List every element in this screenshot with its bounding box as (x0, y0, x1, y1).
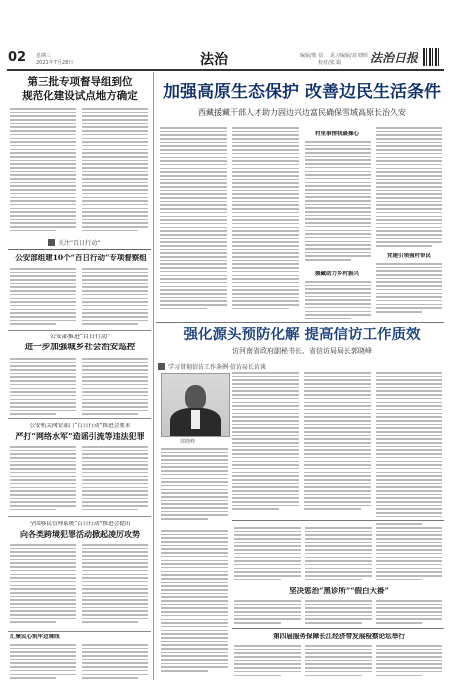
bottom-rule (232, 628, 444, 629)
main-body-col3b (305, 281, 371, 322)
proofreader-credit: 校对/张 聪 (318, 60, 342, 66)
story4-body-col2 (82, 446, 148, 512)
story3-body-col2 (82, 358, 148, 417)
qr-code-icon (423, 48, 441, 66)
second-story-bottom-rule (232, 520, 444, 521)
editor-credit: 编辑/柴 蓓 (300, 53, 324, 59)
left-rule-2 (8, 330, 151, 331)
left-rule-3 (8, 418, 151, 419)
story4-headline-line1: 公安机关网安部门“百日行动”推进会要求 (29, 423, 131, 429)
story2-body-col2 (82, 268, 148, 327)
left-section-rule (8, 249, 151, 250)
story5-body-col2 (82, 544, 148, 625)
page-number: 02 (8, 50, 27, 65)
bottom-left-body (161, 530, 228, 674)
story4-body (10, 446, 76, 512)
story5-body (10, 544, 76, 625)
story3-headline-line2: 进一步加强城乡社会治安巡控 (24, 343, 136, 352)
bottom-story2-body-a (234, 645, 301, 678)
date-weekday: 星期三 (36, 53, 52, 59)
main-subtitle-1: 村里事情我最操心 (314, 131, 359, 137)
section-title: 法治 (200, 52, 228, 68)
portrait-photo (162, 374, 229, 436)
main-body-col4b (376, 263, 442, 315)
story2-headline: 公安部组建10个“百日行动”专项督察组 (15, 254, 147, 262)
second-body-col3 (376, 372, 442, 527)
header-rule (7, 69, 444, 71)
second-body-col0 (161, 448, 228, 522)
story5-headline-line1: 全国移民管理系统“百日行动”推进会提出 (29, 521, 131, 527)
bottom-story1-body-a (234, 527, 301, 582)
story4-headline-line2: 严打“网络水军”造谣引流等违法犯罪 (15, 432, 145, 441)
assistant-editor-credit: 见习编辑/刘 晓晖 (330, 53, 369, 59)
newspaper-logo: 法治日报 (370, 51, 419, 65)
portrait-frame (161, 373, 230, 437)
story2-body (10, 268, 76, 327)
bottom-story2-body-c (376, 645, 442, 678)
tag-interview-series (158, 362, 328, 371)
main-subtitle-2: 援藏助力乡村振兴 (314, 271, 359, 277)
tag-baiRi-focus (48, 238, 128, 247)
second-subhead: 访河南省政府副秘书长、省信访局局长郭晓峰 (232, 347, 372, 355)
left-rule-5 (8, 631, 151, 632)
bottom-story-body (10, 644, 76, 681)
second-headline: 强化源头预防化解 提高信访工作质效 (183, 327, 421, 343)
bottom-headline-1: 坚决惩治“黑诊所”“假白大褂” (289, 587, 389, 595)
bottom-headline-2: 第四届服务保障长江经济带发展检察论坛举行 (273, 633, 405, 640)
tag-square-icon (48, 239, 55, 246)
bottom-story1-body-d (234, 600, 301, 626)
main-subtitle-3: 党建引领强村带民 (386, 253, 431, 259)
story1-body (10, 108, 76, 233)
date-full: 2021年7月28日 (36, 60, 74, 66)
story1-headline-line2: 规范化建设试点地方确定 (22, 90, 138, 102)
bottom-story-body-col2 (82, 644, 148, 681)
main-body-col4a (376, 127, 442, 249)
main-body-col1 (160, 127, 227, 311)
bottom-story1-body-e (305, 600, 372, 626)
main-body-col3a (305, 141, 371, 263)
main-subhead: 西藏援藏干部人才助力固边兴边富民确保雪域高原长治久安 (198, 108, 406, 117)
bottom-story2-body-b (305, 645, 372, 678)
bottom-story-title: 汇聚民心筑牢边境线 (10, 634, 60, 640)
tag-interview-label: 学习贯彻信访工作条例·信访局长访谈 (168, 364, 266, 371)
story1-body-col2 (82, 108, 148, 233)
main-body-col2 (232, 127, 299, 311)
tag-baiRi-label: 关注“百日行动” (58, 240, 101, 247)
story5-headline-line2: 向各类跨境犯罪活动掀起凌厉攻势 (20, 530, 140, 539)
portrait-caption: 郭晓峰 (180, 439, 196, 445)
second-body-col1 (232, 372, 299, 512)
main-headline: 加强高原生态保护 改善边民生活条件 (163, 83, 441, 102)
bottom-story1-body-f (376, 600, 442, 626)
story1-headline-line1: 第三批专项督导组到位 (27, 76, 133, 88)
story3-body (10, 358, 76, 417)
main-story-bottom-rule (156, 322, 444, 323)
second-body-col2 (304, 372, 371, 512)
tag-square-icon (158, 363, 165, 370)
story3-headline-line1: 公安部推进“百日行动” (49, 334, 111, 340)
left-rule-4 (8, 516, 151, 517)
column-divider (153, 72, 154, 680)
bottom-story1-body-b (305, 527, 372, 582)
bottom-story1-body-c (376, 527, 442, 582)
